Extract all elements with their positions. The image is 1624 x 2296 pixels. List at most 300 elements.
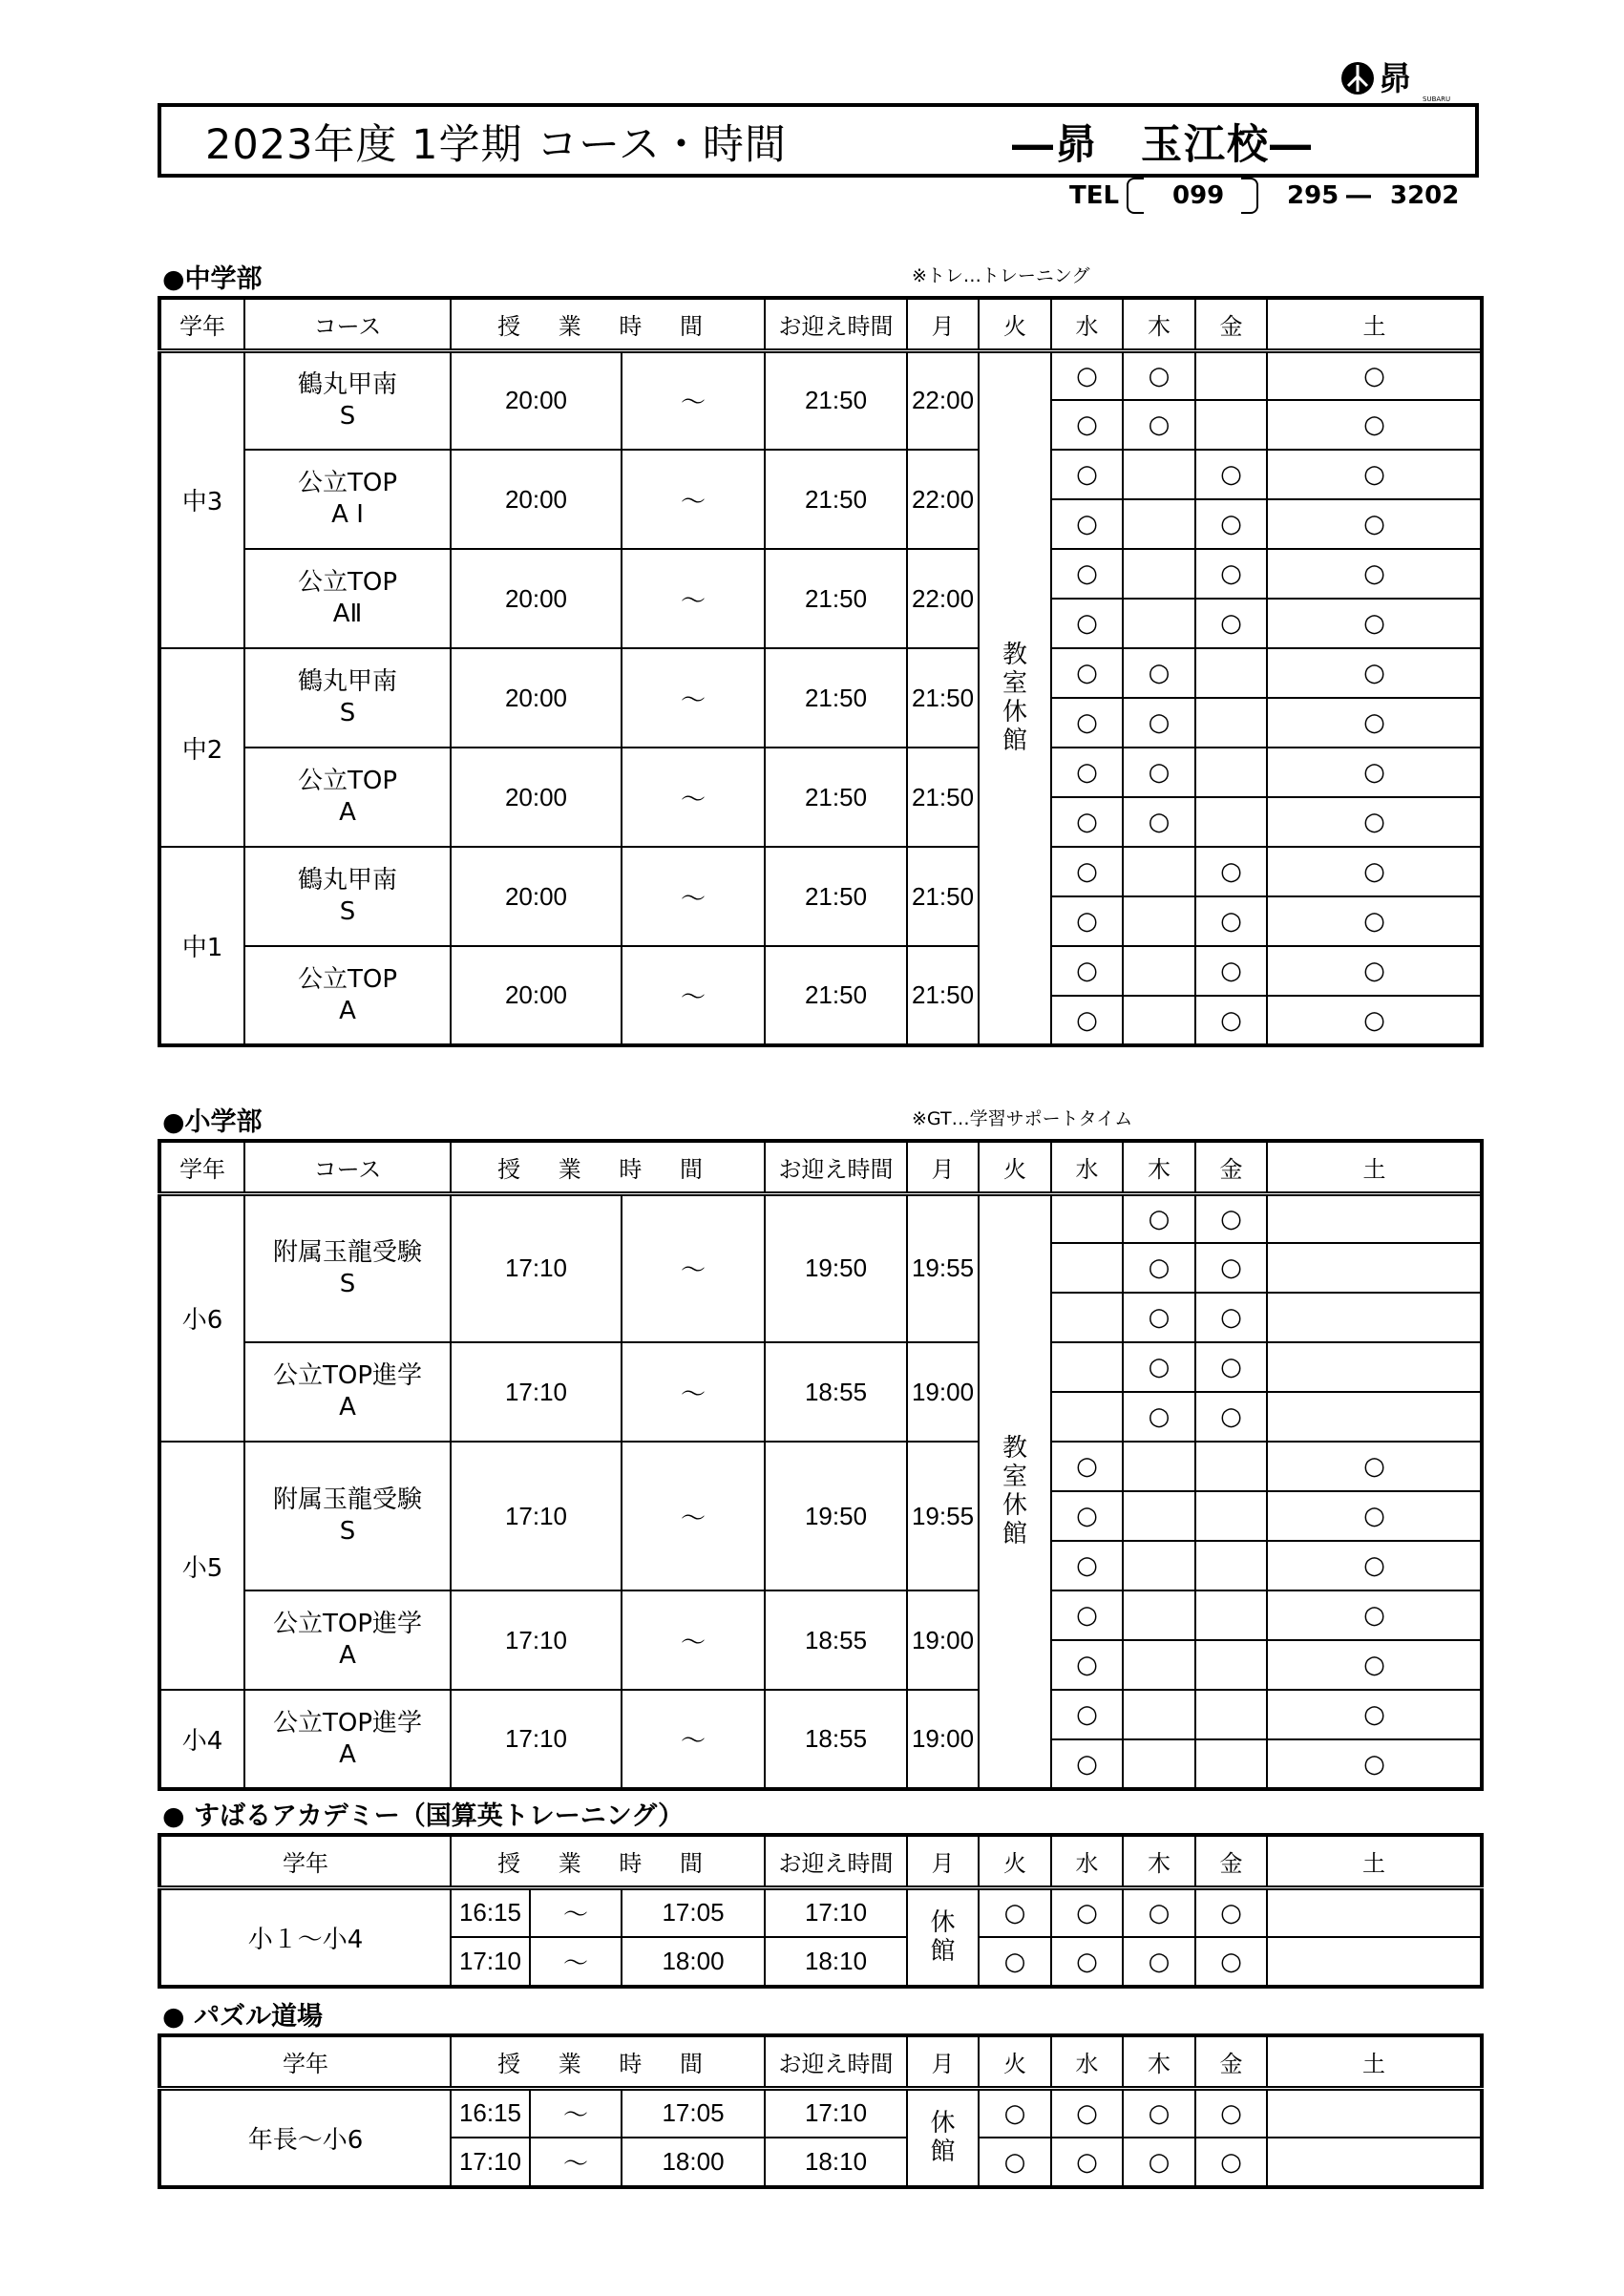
day-mark-tue: ○: [1051, 797, 1123, 847]
header-grade: 学年: [159, 1835, 451, 1887]
course-name-line: S: [339, 1517, 356, 1546]
pickup-time: 19:55: [907, 1442, 979, 1590]
day-mark-wed: [1123, 1442, 1195, 1491]
header-pickup-time: お迎え時間: [765, 2035, 907, 2088]
tel-last: 3202: [1390, 181, 1460, 210]
grade-cell: 小5: [159, 1442, 244, 1690]
day-mark-sat: [1267, 2138, 1482, 2187]
course-cell: [244, 847, 451, 946]
day-mark-wed: ○: [1051, 2088, 1123, 2138]
time-end: 18:55: [765, 1590, 907, 1690]
day-mark-tue: ○: [979, 1887, 1051, 1937]
table-row: [159, 549, 1482, 599]
day-mark-thu: ○: [1195, 847, 1267, 896]
header-pickup-time: お迎え時間: [765, 1835, 907, 1887]
course-name-line: 公立TOP進学: [272, 1708, 423, 1738]
time-end: 21:50: [765, 946, 907, 1045]
time-end: 21:50: [765, 450, 907, 549]
day-mark-fri: [1267, 1243, 1482, 1293]
day-mark-thu: ○: [1195, 1392, 1267, 1442]
course-name-line: 公立TOP進学: [272, 1361, 423, 1390]
day-mark-thu: [1195, 648, 1267, 698]
day-mark-thu: [1195, 1640, 1267, 1690]
day-mark-tue: ○: [979, 1937, 1051, 1987]
table-row: [159, 1442, 1482, 1491]
day-mark-fri: ○: [1267, 648, 1482, 698]
day-mark-thu: [1195, 1541, 1267, 1590]
day-mark-tue: [1051, 1243, 1123, 1293]
day-mark-tue: ○: [1051, 996, 1123, 1045]
day-mark-tue: ○: [1051, 450, 1123, 499]
header-pickup-time: お迎え時間: [765, 298, 907, 350]
day-mark-thu: ○: [1195, 549, 1267, 599]
time-tilde: ～: [622, 648, 765, 748]
table-row: [159, 350, 1482, 400]
day-mark-wed: [1123, 599, 1195, 648]
course-cell: [244, 946, 451, 1045]
page-title: 2023年度 1学期 コース・時間: [205, 121, 787, 169]
time-start: 16:15: [451, 2088, 530, 2138]
day-mark-wed: ○: [1123, 1293, 1195, 1342]
day-mark-fri: [1267, 1293, 1482, 1342]
day-mark-tue: [1051, 1293, 1123, 1342]
shogakubu-header-row: [159, 1141, 1482, 1193]
course-name-line: 鶴丸甲南: [297, 866, 397, 895]
time-end: 21:50: [765, 549, 907, 648]
course-name-line: AⅡ: [332, 600, 363, 628]
day-mark-fri: ○: [1267, 350, 1482, 400]
header-tue: 火: [979, 2035, 1051, 2088]
day-mark-thu: ○: [1195, 499, 1267, 549]
course-name-line: 附属玉龍受験: [272, 1237, 422, 1267]
header-wed: 水: [1051, 298, 1123, 350]
header-thu: 木: [1123, 298, 1195, 350]
time-start: 17:10: [451, 1442, 622, 1590]
time-start: 20:00: [451, 748, 622, 847]
day-mark-wed: [1123, 1690, 1195, 1739]
day-mark-tue: ○: [1051, 847, 1123, 896]
pickup-time: 18:10: [765, 1937, 907, 1987]
course-cell: [244, 450, 451, 549]
day-mark-wed: ○: [1123, 1392, 1195, 1442]
day-mark-wed: [1123, 996, 1195, 1045]
shogakubu-table: [158, 1139, 1484, 1791]
pickup-time: 17:10: [765, 2088, 907, 2138]
day-mark-fri: [1267, 1193, 1482, 1243]
table-row: [159, 946, 1482, 996]
header-class-time: 授 業 時 間: [451, 298, 765, 350]
time-end: 17:05: [622, 2088, 765, 2138]
header-fri: 金: [1195, 1835, 1267, 1887]
academy-header-row: [159, 1835, 1482, 1887]
day-mark-wed: [1123, 1739, 1195, 1789]
pickup-time: 21:50: [907, 748, 979, 847]
course-name-line: 公立TOP: [297, 964, 398, 994]
day-mark-wed: ○: [1051, 2138, 1123, 2187]
day-mark-fri: ○: [1267, 1491, 1482, 1541]
header-wed: 水: [1051, 1835, 1123, 1887]
course-name-line: S: [339, 699, 356, 727]
pickup-time: 19:55: [907, 1193, 979, 1342]
chugakubu-title: ●中学部: [162, 264, 263, 294]
day-mark-thu: [1195, 748, 1267, 797]
day-mark-tue: ○: [979, 2138, 1051, 2187]
grade-cell: 小4: [159, 1690, 244, 1789]
header-wed: 水: [1051, 2035, 1123, 2088]
time-start: 20:00: [451, 946, 622, 1045]
time-start: 20:00: [451, 350, 622, 450]
day-mark-wed: [1123, 896, 1195, 946]
table-row: [159, 1887, 1482, 1937]
table-row: [159, 847, 1482, 896]
time-end: 18:55: [765, 1342, 907, 1442]
day-mark-thu: [1195, 1491, 1267, 1541]
header-sat: 土: [1267, 298, 1482, 350]
day-mark-wed: ○: [1123, 648, 1195, 698]
header-thu: 木: [1123, 2035, 1195, 2088]
pickup-time: 19:00: [907, 1590, 979, 1690]
time-tilde: ～: [622, 549, 765, 648]
header-tue: 火: [979, 1835, 1051, 1887]
day-mark-thu: [1195, 400, 1267, 450]
time-start: 17:10: [451, 1690, 622, 1789]
header-grade: 学年: [159, 298, 244, 350]
chugakubu-note: ※トレ…トレーニング: [912, 265, 1090, 286]
day-mark-fri: ○: [1267, 400, 1482, 450]
day-mark-fri: [1267, 1342, 1482, 1392]
course-cell: [244, 1590, 451, 1690]
day-mark-thu: ○: [1123, 1937, 1195, 1987]
day-mark-thu: ○: [1195, 996, 1267, 1045]
course-name-line: S: [339, 401, 356, 431]
time-tilde: ～: [622, 1442, 765, 1590]
day-mark-tue: ○: [1051, 748, 1123, 797]
header-mon: 月: [907, 1835, 979, 1887]
logo-kanji: 昴: [1379, 60, 1411, 98]
course-cell: [244, 648, 451, 748]
shogakubu-note: ※GT…学習サポートタイム: [912, 1108, 1133, 1129]
day-mark-wed: ○: [1123, 400, 1195, 450]
course-name-line: 鶴丸甲南: [297, 369, 397, 399]
table-row: [159, 2088, 1482, 2138]
day-mark-fri: ○: [1195, 2088, 1267, 2138]
course-cell: [244, 549, 451, 648]
day-mark-tue: ○: [1051, 698, 1123, 748]
course-name-line: A: [339, 1393, 356, 1422]
table-row: [159, 450, 1482, 499]
course-name-line: A: [339, 996, 356, 1025]
day-mark-thu: ○: [1123, 2088, 1195, 2138]
day-mark-wed: ○: [1123, 797, 1195, 847]
day-mark-wed: [1123, 1491, 1195, 1541]
header-sat: 土: [1267, 1835, 1482, 1887]
monday-closed-char: 館: [1002, 1520, 1028, 1549]
pickup-time: 22:00: [907, 350, 979, 450]
chugakubu-table: [158, 296, 1484, 1047]
day-mark-thu: ○: [1195, 946, 1267, 996]
time-tilde: ～: [622, 1342, 765, 1442]
day-mark-thu: ○: [1123, 2138, 1195, 2187]
pickup-time: 18:10: [765, 2138, 907, 2187]
header-grade: 学年: [159, 1141, 244, 1193]
day-mark-fri: ○: [1267, 797, 1482, 847]
time-start: 20:00: [451, 648, 622, 748]
shogakubu-title: ●小学部: [162, 1107, 263, 1137]
course-name-line: A: [339, 1739, 356, 1769]
time-end: 18:00: [622, 2138, 765, 2187]
puzzle-table: [158, 2033, 1484, 2189]
time-start: 17:10: [451, 1590, 622, 1690]
time-end: 19:50: [765, 1193, 907, 1342]
day-mark-fri: ○: [1267, 1590, 1482, 1640]
tel-middle: 295: [1287, 181, 1339, 210]
course-name-line: 附属玉龍受験: [272, 1485, 422, 1514]
time-start: 20:00: [451, 549, 622, 648]
header-fri: 金: [1195, 2035, 1267, 2088]
day-mark-thu: ○: [1195, 896, 1267, 946]
time-tilde: ～: [622, 748, 765, 847]
puzzle-title: ● パズル道場: [162, 2002, 323, 2032]
time-tilde: ～: [622, 350, 765, 450]
day-mark-fri: ○: [1195, 2138, 1267, 2187]
time-start: 20:00: [451, 450, 622, 549]
tel-label: TEL: [1069, 181, 1120, 210]
header-fri: 金: [1195, 1141, 1267, 1193]
header-class-time: 授 業 時 間: [451, 1141, 765, 1193]
monday-closed-char: 館: [1002, 727, 1028, 756]
day-mark-wed: [1123, 1590, 1195, 1640]
course-name-line: 公立TOP: [297, 469, 398, 497]
day-mark-fri: ○: [1267, 599, 1482, 648]
monday-closed-char: 室: [1002, 669, 1028, 699]
monday-closed-cell: [907, 2088, 979, 2187]
day-mark-fri: ○: [1195, 1887, 1267, 1937]
day-mark-tue: ○: [1051, 499, 1123, 549]
day-mark-fri: ○: [1267, 1541, 1482, 1590]
day-mark-wed: ○: [1123, 350, 1195, 400]
day-mark-tue: ○: [1051, 648, 1123, 698]
course-name-line: A: [339, 1641, 356, 1670]
table-row: [159, 1590, 1482, 1640]
monday-closed-char: 館: [930, 2138, 956, 2167]
day-mark-wed: ○: [1123, 748, 1195, 797]
day-mark-thu: [1195, 1690, 1267, 1739]
day-mark-fri: ○: [1267, 549, 1482, 599]
day-mark-fri: ○: [1267, 1739, 1482, 1789]
course-name-line: 公立TOP: [297, 568, 398, 597]
header-grade: 学年: [159, 2035, 451, 2088]
day-mark-thu: [1195, 797, 1267, 847]
day-mark-tue: ○: [1051, 1640, 1123, 1690]
grade-cell: 中3: [159, 350, 244, 648]
day-mark-wed: [1123, 499, 1195, 549]
time-tilde: ～: [530, 2088, 622, 2138]
monday-closed-cell: [907, 1887, 979, 1987]
time-end: 21:50: [765, 648, 907, 748]
day-mark-wed: [1123, 847, 1195, 896]
table-row: [159, 1690, 1482, 1739]
school-name: ―昴 玉江校―: [1012, 121, 1313, 169]
time-start: 17:10: [451, 2138, 530, 2187]
header-thu: 木: [1123, 1835, 1195, 1887]
time-start: 17:10: [451, 1342, 622, 1442]
header-tue: 火: [979, 298, 1051, 350]
monday-closed-char: 室: [1002, 1463, 1028, 1492]
tel-separator: ―: [1346, 181, 1371, 210]
pickup-time: 19:00: [907, 1690, 979, 1789]
day-mark-wed: [1123, 450, 1195, 499]
table-row: [159, 1193, 1482, 1243]
day-mark-tue: ○: [1051, 400, 1123, 450]
time-tilde: ～: [622, 946, 765, 1045]
course-name-line: 鶴丸甲南: [297, 667, 397, 696]
day-mark-fri: [1267, 1392, 1482, 1442]
day-mark-tue: ○: [1051, 1590, 1123, 1640]
course-cell: [244, 350, 451, 450]
monday-closed-char: 教: [1002, 641, 1028, 670]
day-mark-wed: [1123, 1640, 1195, 1690]
grade-cell: 小１～小4: [159, 1887, 451, 1987]
header-mon: 月: [907, 1141, 979, 1193]
header-tue: 火: [979, 1141, 1051, 1193]
header-mon: 月: [907, 298, 979, 350]
course-name-line: 公立TOP: [297, 767, 398, 795]
day-mark-wed: [1123, 549, 1195, 599]
header-fri: 金: [1195, 298, 1267, 350]
time-start: 20:00: [451, 847, 622, 946]
day-mark-thu: ○: [1195, 1193, 1267, 1243]
grade-cell: 中1: [159, 847, 244, 1045]
day-mark-fri: ○: [1267, 996, 1482, 1045]
grade-cell: 年長～小6: [159, 2088, 451, 2187]
time-tilde: ～: [530, 2138, 622, 2187]
time-tilde: ～: [530, 1937, 622, 1987]
day-mark-sat: [1267, 2088, 1482, 2138]
monday-closed-char: 休: [1002, 1491, 1028, 1521]
day-mark-fri: ○: [1267, 847, 1482, 896]
academy-title: ● すばるアカデミー（国算英トレーニング）: [162, 1801, 684, 1831]
tel-bracket-right: [1241, 178, 1258, 214]
day-mark-thu: ○: [1123, 1887, 1195, 1937]
day-mark-tue: ○: [1051, 350, 1123, 400]
table-row: [159, 1342, 1482, 1392]
day-mark-tue: ○: [1051, 599, 1123, 648]
day-mark-tue: [1051, 1193, 1123, 1243]
time-tilde: ～: [622, 1590, 765, 1690]
day-mark-fri: ○: [1267, 748, 1482, 797]
time-end: 21:50: [765, 847, 907, 946]
time-tilde: ～: [622, 847, 765, 946]
pickup-time: 21:50: [907, 648, 979, 748]
chugakubu-header-row: [159, 298, 1482, 350]
time-start: 16:15: [451, 1887, 530, 1937]
time-end: 19:50: [765, 1442, 907, 1590]
day-mark-fri: ○: [1195, 1937, 1267, 1987]
course-cell: [244, 1193, 451, 1342]
grade-cell: 小6: [159, 1193, 244, 1442]
monday-closed-cell: [979, 1193, 1051, 1789]
time-end: 18:55: [765, 1690, 907, 1789]
day-mark-fri: ○: [1267, 946, 1482, 996]
table-row: [159, 648, 1482, 698]
time-start: 17:10: [451, 1193, 622, 1342]
header-course: コース: [244, 298, 451, 350]
course-cell: [244, 748, 451, 847]
day-mark-fri: ○: [1267, 698, 1482, 748]
day-mark-fri: ○: [1267, 1690, 1482, 1739]
monday-closed-char: 休: [1002, 698, 1028, 727]
header-mon: 月: [907, 2035, 979, 2088]
logo-romaji: SUBARU: [1423, 95, 1451, 103]
header-class-time: 授 業 時 間: [451, 2035, 765, 2088]
header-wed: 水: [1051, 1141, 1123, 1193]
course-cell: [244, 1342, 451, 1442]
day-mark-tue: ○: [1051, 896, 1123, 946]
monday-closed-cell: [979, 350, 1051, 1045]
day-mark-tue: ○: [1051, 1690, 1123, 1739]
day-mark-sat: [1267, 1887, 1482, 1937]
pickup-time: 17:10: [765, 1887, 907, 1937]
day-mark-tue: ○: [1051, 1541, 1123, 1590]
monday-closed-char: 教: [1002, 1434, 1028, 1464]
header-thu: 木: [1123, 1141, 1195, 1193]
time-tilde: ～: [622, 450, 765, 549]
course-cell: [244, 1690, 451, 1789]
pickup-time: 21:50: [907, 946, 979, 1045]
day-mark-fri: ○: [1267, 1442, 1482, 1491]
time-tilde: ～: [622, 1193, 765, 1342]
course-name-line: 公立TOP進学: [272, 1610, 423, 1638]
day-mark-tue: ○: [1051, 1442, 1123, 1491]
course-cell: [244, 1442, 451, 1590]
day-mark-thu: [1195, 1442, 1267, 1491]
day-mark-tue: ○: [1051, 946, 1123, 996]
day-mark-tue: ○: [979, 2088, 1051, 2138]
course-name-line: A: [339, 798, 356, 827]
pickup-time: 22:00: [907, 549, 979, 648]
time-end: 21:50: [765, 350, 907, 450]
tel-bracket-left: [1127, 178, 1144, 214]
header-sat: 土: [1267, 2035, 1482, 2088]
time-tilde: ～: [622, 1690, 765, 1789]
day-mark-wed: ○: [1123, 1243, 1195, 1293]
monday-closed-char: 休: [930, 2109, 956, 2138]
tel-area-code: 099: [1172, 181, 1225, 210]
day-mark-thu: [1195, 1739, 1267, 1789]
monday-closed-char: 館: [930, 1937, 956, 1967]
course-name-line: S: [339, 1269, 356, 1298]
day-mark-thu: ○: [1195, 1293, 1267, 1342]
grade-cell: 中2: [159, 648, 244, 847]
day-mark-thu: ○: [1195, 1243, 1267, 1293]
time-end: 18:00: [622, 1937, 765, 1987]
day-mark-tue: [1051, 1392, 1123, 1442]
day-mark-wed: [1123, 946, 1195, 996]
time-end: 17:05: [622, 1887, 765, 1937]
day-mark-thu: ○: [1195, 450, 1267, 499]
day-mark-thu: [1195, 350, 1267, 400]
day-mark-fri: ○: [1267, 450, 1482, 499]
day-mark-thu: ○: [1195, 599, 1267, 648]
day-mark-wed: ○: [1123, 1342, 1195, 1392]
day-mark-tue: ○: [1051, 1739, 1123, 1789]
time-start: 17:10: [451, 1937, 530, 1987]
day-mark-tue: ○: [1051, 1491, 1123, 1541]
monday-closed-char: 休: [930, 1908, 956, 1938]
pickup-time: 21:50: [907, 847, 979, 946]
header-pickup-time: お迎え時間: [765, 1141, 907, 1193]
day-mark-tue: ○: [1051, 549, 1123, 599]
